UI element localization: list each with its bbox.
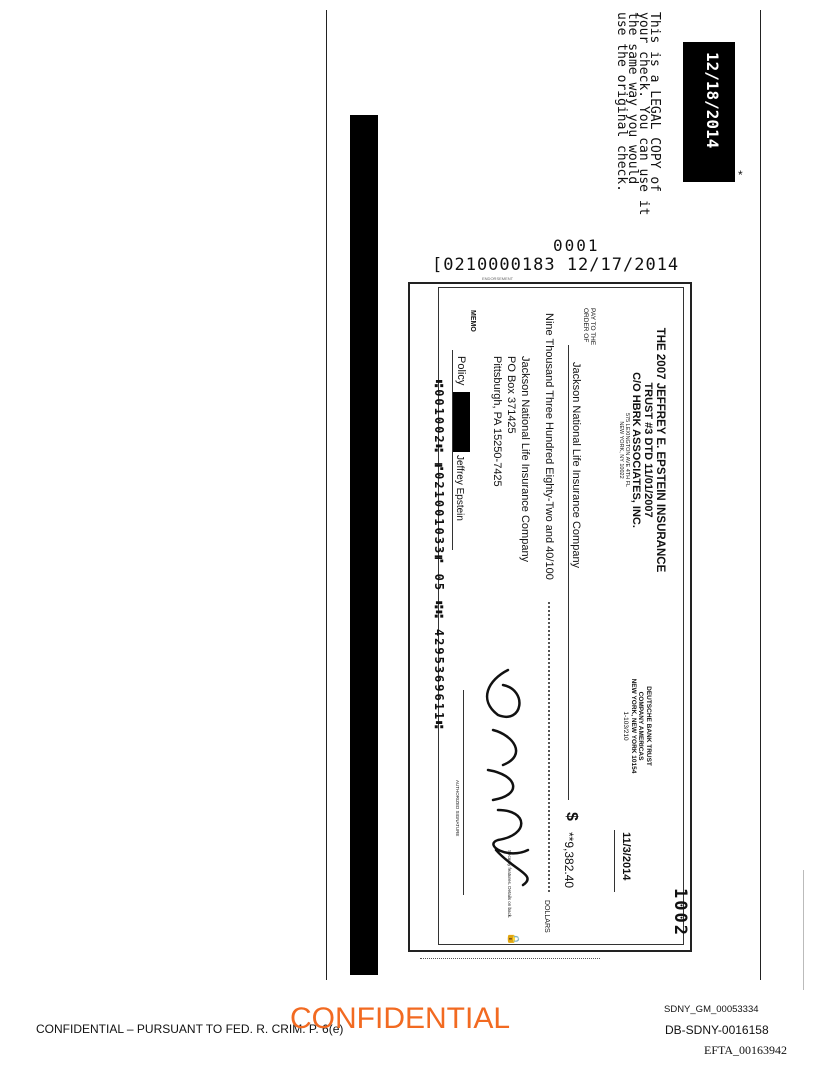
redaction-memo xyxy=(453,392,470,452)
bank-line-4: 1-103/210 xyxy=(622,711,630,741)
check-number: 1002 xyxy=(670,888,690,937)
memo-name: Jeffrey Epstein xyxy=(454,455,465,521)
payer-line-4: 575 LEXINGTON AVE 4TH FL xyxy=(624,412,630,488)
address-line-3: Pittsburgh, PA 15250-7425 xyxy=(491,356,503,487)
amount-words: Nine Thousand Three Hundred Eighty-Two and 40/100 xyxy=(543,313,555,580)
payer-line-2: TRUST #3 DTD 11/01/2007 xyxy=(642,382,654,518)
bank-line-3: NEW YORK, NEW YORK 10154 xyxy=(630,678,637,774)
bank-line-1: DEUTSCHE BANK TRUST xyxy=(645,686,652,766)
redaction-bar-large xyxy=(350,115,378,975)
legal-copy-notice xyxy=(616,12,660,216)
payer-line-5: NEW YORK, NY 10022 xyxy=(618,421,624,479)
bank-line-2: COMPANY AMERICAS xyxy=(637,691,645,761)
bank-block xyxy=(622,678,652,774)
payer-block xyxy=(618,322,666,578)
payer-line-3: C/O HBRK ASSOCIATES, INC. xyxy=(630,372,642,528)
legal-copy-line-1: This is a LEGAL COPY of xyxy=(647,12,662,193)
page-right-rule xyxy=(760,10,761,980)
payee-address xyxy=(490,356,532,562)
confidential-stamp: CONFIDENTIAL xyxy=(290,1002,511,1035)
endorsement-tiny-text: ENDORSEMENT xyxy=(482,276,514,281)
bates-efta: EFTA_00163942 xyxy=(704,1043,788,1057)
date-underline xyxy=(614,830,615,892)
address-line-1: Jackson National Life Insurance Company xyxy=(519,356,531,563)
memo-label: MEMO xyxy=(469,310,476,332)
legal-copy-line-2: your check. You can use it xyxy=(636,12,651,216)
signature-line xyxy=(463,690,464,895)
address-line-2: PO Box 371425 xyxy=(505,356,517,434)
payee-name: Jackson National Life Insurance Company xyxy=(570,362,582,569)
sequence-number: 0001 xyxy=(553,236,600,255)
micr-line: ⑆001002⑆ ⑈021001033⑈ 05 ⑆⑆ 4295369611⑆ xyxy=(432,380,446,731)
payee-line xyxy=(568,345,569,800)
legal-copy-star: * xyxy=(738,168,743,182)
dollars-label: DOLLARS xyxy=(543,900,550,933)
legal-copy-date: 12/18/2014 xyxy=(703,52,722,149)
page-faint-rule xyxy=(803,870,804,990)
confidential-pursuant: CONFIDENTIAL – PURSUANT TO FED. R. CRIM. P. 6(e) xyxy=(36,1022,344,1036)
amount-words-fill xyxy=(548,602,550,892)
payer-line-1: THE 2007 JEFFREY E. EPSTEIN INSURANCE xyxy=(654,327,666,573)
page-left-rule xyxy=(326,10,327,980)
routing-date-line: [0210000183 12/17/2014 xyxy=(432,255,680,275)
signature-label: AUTHORIZED SIGNATURE xyxy=(455,780,460,837)
security-text: Security features. Details on back. xyxy=(507,850,512,919)
bates-db: DB-SDNY-0016158 xyxy=(665,1023,769,1037)
legal-copy-line-4: use the original check. xyxy=(614,12,629,193)
amount-box: **9,382.40 xyxy=(562,832,576,889)
currency-sign: $ xyxy=(563,812,580,821)
pay-label-1: PAY TO THE xyxy=(589,308,596,346)
security-icon: 🔒 xyxy=(507,932,519,946)
memo-line xyxy=(452,350,453,550)
pay-to-label xyxy=(582,308,596,345)
pay-label-2: ORDER OF xyxy=(582,308,589,343)
check-date: 11/3/2014 xyxy=(620,832,632,881)
check-bottom-dots xyxy=(420,958,600,959)
memo-policy: Policy xyxy=(455,356,467,386)
legal-copy-line-3: the same way you would xyxy=(625,12,640,185)
bates-sdny: SDNY_GM_00053334 xyxy=(664,1004,759,1015)
